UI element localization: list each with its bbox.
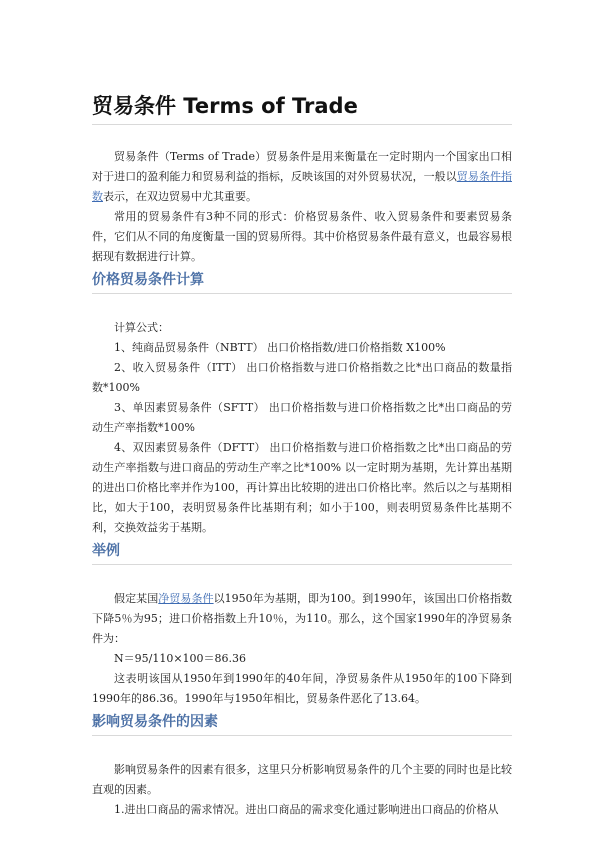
intro-text-b: 表示，在双边贸易中尤其重要。: [103, 190, 257, 203]
example-text-a: 假定某国: [114, 592, 159, 605]
example-paragraph-1: [92, 589, 512, 649]
example-text-b: 以1950年为基期，即为100。到1990年，该国出口价格指数下降5％为95；进口价格指数上升10％，为110。那么，这个国家1990年的净贸易条件为：: [92, 592, 513, 645]
factors-paragraph-1: 影响贸易条件的因素有很多，这里只分析影响贸易条件的几个主要的同时也是比较直观的因素。: [92, 763, 512, 796]
section-heading-price: 价格贸易条件计算: [92, 267, 512, 294]
section-heading-example: 举例: [92, 538, 512, 565]
document-page: [92, 88, 512, 820]
formula-item-2: 2、收入贸易条件（ITT） 出口价格指数与进口价格指数之比*出口商品的数量指数*100%: [92, 361, 512, 394]
page-title: 贸易条件 Terms of Trade: [92, 88, 512, 125]
net-trade-terms-link[interactable]: 净贸易条件: [158, 592, 214, 605]
section-heading-factors: 影响贸易条件的因素: [92, 709, 512, 736]
example-formula: N＝95/110×100＝86.36: [114, 652, 247, 665]
trade-terms-index-link[interactable]: 贸易条件指数: [92, 170, 512, 203]
example-paragraph-2: 这表明该国从1950年到1990年的40年间，净贸易条件从1950年的100下降到1990年的86.36。1990年与1950年相比，贸易条件恶化了13.64。: [92, 672, 512, 705]
intro-text-a: 贸易条件（Terms of Trade）贸易条件是用来衡量在一定时期内一个国家出口相对于进口的盈利能力和贸易利益的指标，反映该国的对外贸易状况，一般以: [92, 150, 512, 183]
formula-label: 计算公式：: [114, 321, 169, 334]
intro-paragraph-2: 常用的贸易条件有3种不同的形式：价格贸易条件、收入贸易条件和要素贸易条件，它们从不同的角度衡量一国的贸易所得。其中价格贸易条件最有意义，也最容易根据现有数据进行计算。: [92, 210, 512, 263]
formula-item-1: 1、纯商品贸易条件（NBTT） 出口价格指数/进口价格指数 X100%: [114, 341, 446, 354]
formula-item-3: 3、单因素贸易条件（SFTT） 出口价格指数与进口价格指数之比*出口商品的劳动生产率指数*100%: [92, 401, 512, 434]
factors-paragraph-2: 1.进出口商品的需求情况。进出口商品的需求变化通过影响进出口商品的价格从: [114, 803, 499, 816]
intro-paragraph-1: [92, 147, 512, 207]
formula-item-4: 4、双因素贸易条件（DFTT） 出口价格指数与进口价格指数之比*出口商品的劳动生产率指数与进口商品的劳动生产率之比*100% 以一定时期为基期，先计算出基期的进出口价格比率并作为100，再计算出比较期的进出口价格比率。然后以之与基期相比，如大于100，表明贸易条件比基期有利；如小于100，则表明贸易条件比基期不利，交换效益劣于基期。: [92, 441, 512, 534]
